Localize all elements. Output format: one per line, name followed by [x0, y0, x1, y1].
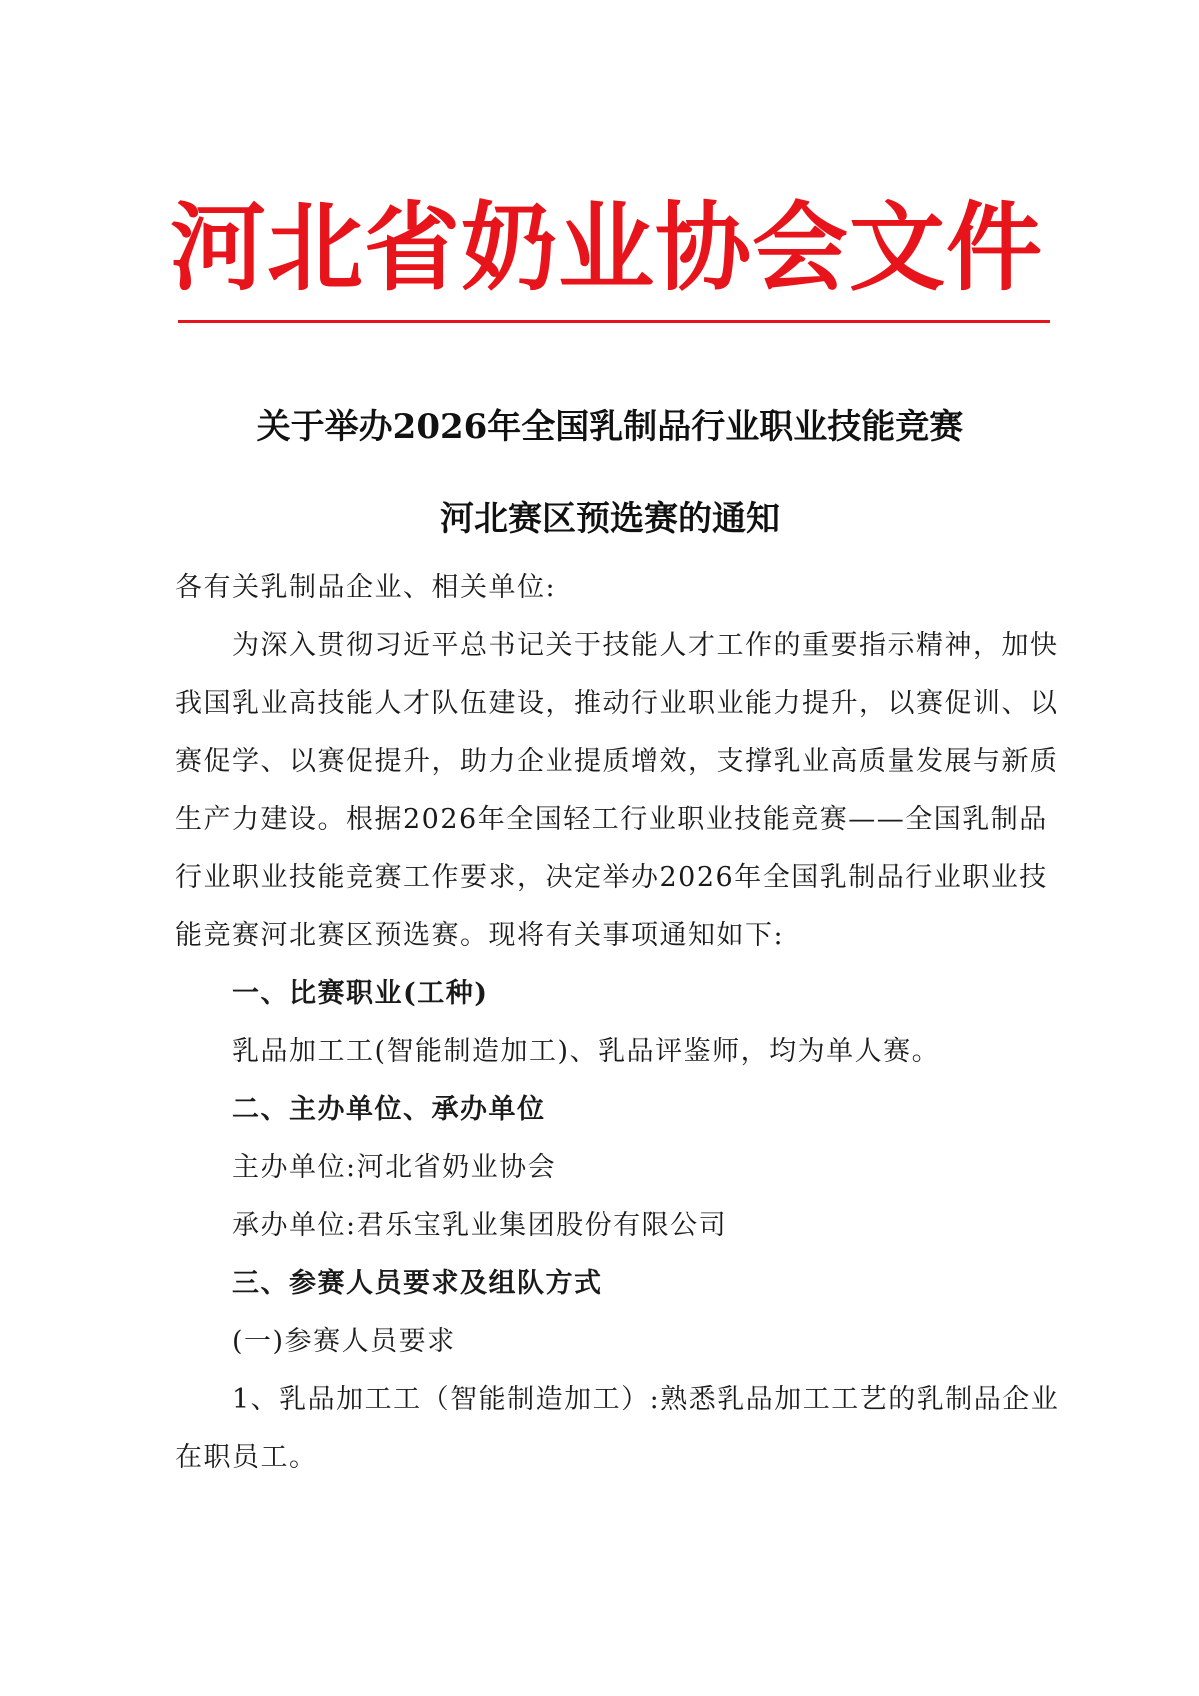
- section-1-body: 乳品加工工(智能制造加工)、乳品评鉴师，均为单人赛。: [232, 1036, 941, 1067]
- intro-line-5: 行业职业技能竞赛工作要求，决定举办2026年全国乳制品行业职业技: [175, 862, 1048, 893]
- notice-title-line-1: 关于举办2026年全国乳制品行业职业技能竞赛: [256, 407, 964, 447]
- section-2-heading: 二、主办单位、承办单位: [232, 1094, 546, 1125]
- intro-line-6: 能竞赛河北赛区预选赛。现将有关事项通知如下:: [175, 920, 785, 951]
- intro-line-3: 赛促学、以赛促提升，助力企业提质增效，支撑乳业高质量发展与新质: [175, 746, 1059, 777]
- section-3-heading: 三、参赛人员要求及组队方式: [232, 1268, 603, 1299]
- section-3-subheading-1: (一)参赛人员要求: [232, 1326, 456, 1357]
- notice-title-line-2: 河北赛区预选赛的通知: [440, 499, 780, 539]
- masthead-title: 河北省奶业协会文件: [170, 192, 1043, 304]
- section-3-item-1-line-2: 在职员工。: [175, 1442, 318, 1473]
- masthead-red-rule: [178, 320, 1050, 323]
- intro-line-4: 生产力建设。根据2026年全国轻工行业职业技能竞赛——全国乳制品: [175, 804, 1048, 835]
- section-3-item-1-line-1: 1、乳品加工工（智能制造加工）:熟悉乳品加工工艺的乳制品企业: [232, 1384, 1060, 1415]
- section-2-organizer: 承办单位:君乐宝乳业集团股份有限公司: [232, 1210, 728, 1241]
- section-2-host: 主办单位:河北省奶业协会: [232, 1152, 557, 1183]
- intro-line-1: 为深入贯彻习近平总书记关于技能人才工作的重要指示精神，加快: [232, 630, 1059, 661]
- salutation: 各有关乳制品企业、相关单位:: [175, 572, 557, 603]
- intro-line-2: 我国乳业高技能人才队伍建设，推动行业职业能力提升，以赛促训、以: [175, 688, 1059, 719]
- section-1-heading: 一、比赛职业(工种): [232, 978, 489, 1009]
